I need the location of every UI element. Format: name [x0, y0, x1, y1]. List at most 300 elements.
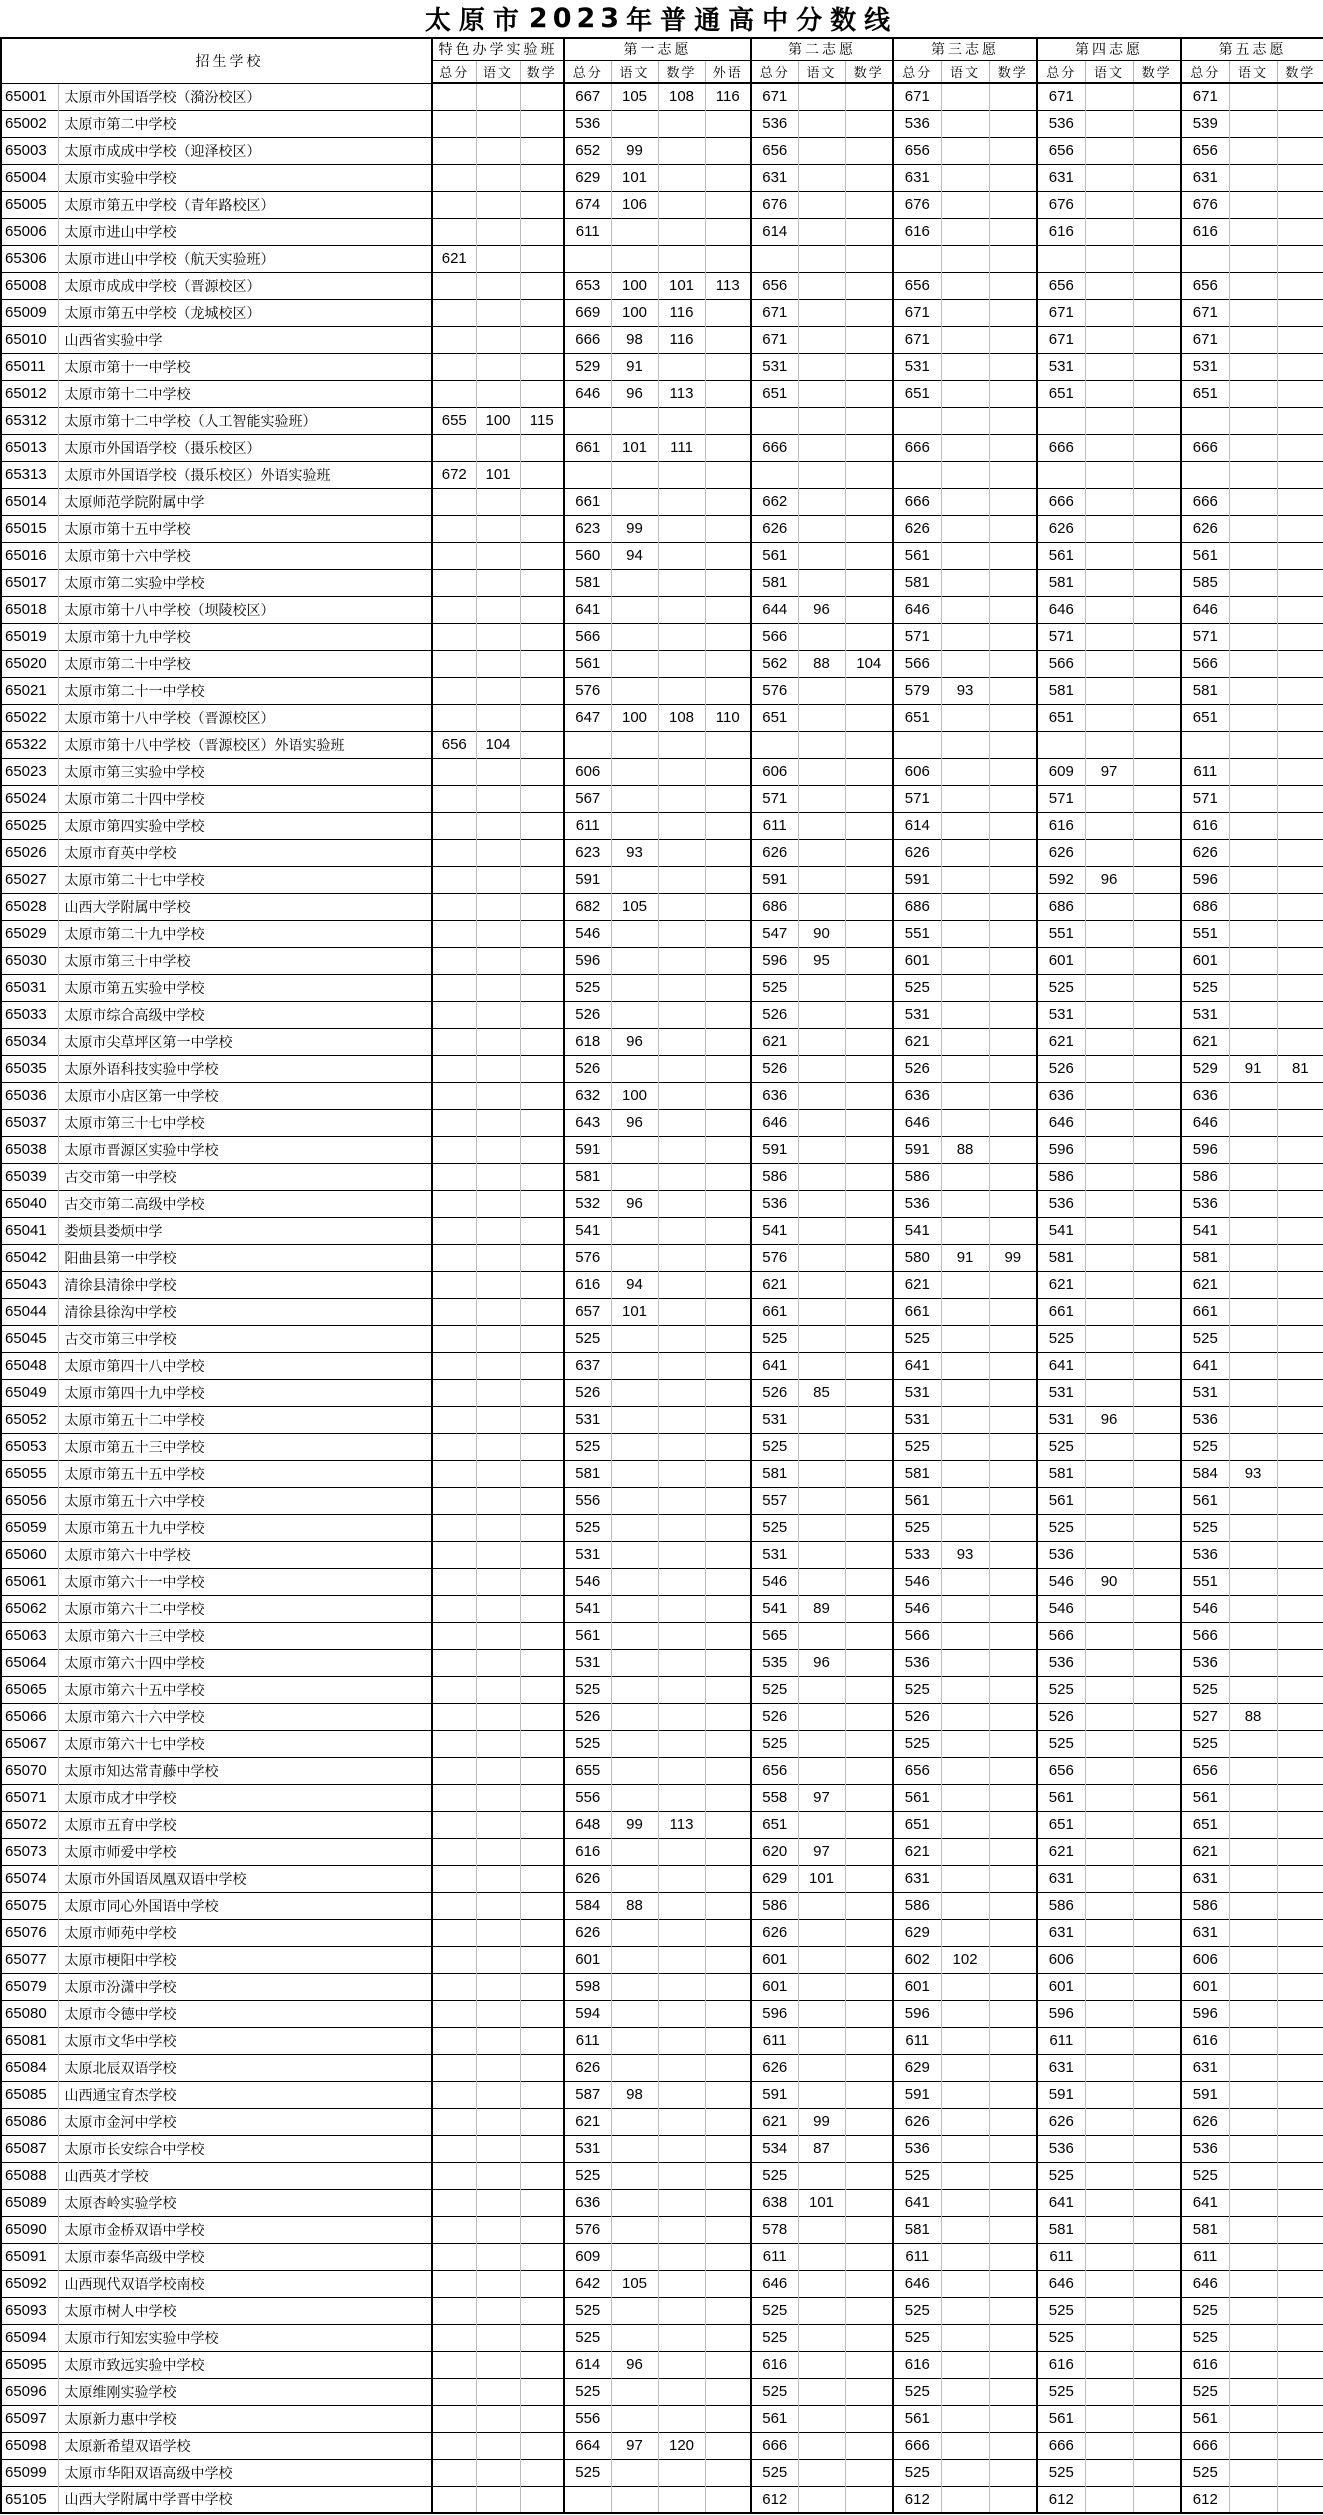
school-name: 太原市第二十四中学校 [58, 785, 432, 812]
score-cell [611, 974, 658, 1001]
score-cell [476, 812, 520, 839]
school-code: 65313 [1, 461, 58, 488]
score-cell [1085, 407, 1133, 434]
score-cell [520, 1001, 564, 1028]
score-cell [989, 1028, 1037, 1055]
score-cell [1085, 164, 1133, 191]
school-code: 65076 [1, 1919, 58, 1946]
score-cell [1133, 2459, 1181, 2486]
score-cell [432, 2432, 476, 2459]
score-cell: 614 [893, 812, 941, 839]
school-code: 65098 [1, 2432, 58, 2459]
score-cell: 561 [1037, 1784, 1085, 1811]
school-name: 山西大学附属中学晋中学校 [58, 2486, 432, 2513]
score-cell [941, 326, 989, 353]
score-cell [432, 2081, 476, 2108]
score-cell [658, 1676, 705, 1703]
score-cell [705, 1163, 751, 1190]
score-cell: 566 [564, 623, 611, 650]
school-name: 太原市令德中学校 [58, 2000, 432, 2027]
score-cell [989, 2297, 1037, 2324]
school-name: 太原市文华中学校 [58, 2027, 432, 2054]
score-cell [1085, 1379, 1133, 1406]
score-cell: 616 [1181, 218, 1229, 245]
score-cell [1229, 1379, 1277, 1406]
score-cell [658, 812, 705, 839]
score-cell [941, 947, 989, 974]
score-cell [1277, 515, 1323, 542]
score-cell [989, 2081, 1037, 2108]
score-cell: 105 [611, 83, 658, 110]
score-cell [798, 488, 845, 515]
school-code: 65018 [1, 596, 58, 623]
score-cell [476, 596, 520, 623]
score-cell [941, 1784, 989, 1811]
score-cell [1133, 1595, 1181, 1622]
score-cell: 525 [564, 974, 611, 1001]
score-cell [476, 1028, 520, 1055]
score-cell: 601 [564, 1946, 611, 1973]
score-cell [989, 1595, 1037, 1622]
score-cell: 561 [893, 1784, 941, 1811]
score-cell: 671 [1037, 83, 1085, 110]
score-cell [476, 1433, 520, 1460]
score-cell: 651 [1181, 380, 1229, 407]
score-cell [1085, 1298, 1133, 1325]
school-code: 65041 [1, 1217, 58, 1244]
score-cell [845, 2243, 893, 2270]
score-cell [432, 2054, 476, 2081]
score-cell [432, 893, 476, 920]
score-cell [611, 2486, 658, 2513]
school-code: 65060 [1, 1541, 58, 1568]
school-name: 太原市进山中学校 [58, 218, 432, 245]
score-cell [1085, 2189, 1133, 2216]
score-cell [705, 758, 751, 785]
score-cell [705, 1622, 751, 1649]
score-cell [520, 1541, 564, 1568]
score-cell [1277, 920, 1323, 947]
score-cell: 531 [564, 1649, 611, 1676]
score-cell [989, 2270, 1037, 2297]
score-cell [1085, 1460, 1133, 1487]
score-cell [845, 1865, 893, 1892]
col-header-math: 数学 [1133, 60, 1181, 83]
score-cell [658, 1163, 705, 1190]
score-cell [520, 1676, 564, 1703]
score-cell [1277, 137, 1323, 164]
score-cell: 546 [893, 1568, 941, 1595]
score-cell [658, 1487, 705, 1514]
score-cell [432, 596, 476, 623]
score-cell [1229, 245, 1277, 272]
score-cell: 596 [1037, 2000, 1085, 2027]
score-cell: 525 [1181, 1514, 1229, 1541]
score-cell [658, 2027, 705, 2054]
score-cell: 618 [564, 1028, 611, 1055]
score-cell [798, 1055, 845, 1082]
school-code: 65092 [1, 2270, 58, 2297]
score-cell [520, 1271, 564, 1298]
score-cell: 99 [611, 1811, 658, 1838]
score-cell [1277, 1136, 1323, 1163]
school-code: 65071 [1, 1784, 58, 1811]
score-cell [1229, 2162, 1277, 2189]
score-cell: 651 [893, 704, 941, 731]
score-cell: 93 [941, 677, 989, 704]
table-row [1, 2027, 1323, 2054]
score-cell: 674 [564, 191, 611, 218]
score-cell: 561 [1037, 1487, 1085, 1514]
score-cell [845, 2378, 893, 2405]
score-cell: 561 [893, 1487, 941, 1514]
score-cell [658, 1190, 705, 1217]
score-cell [989, 1703, 1037, 1730]
score-cell [845, 1271, 893, 1298]
score-cell [845, 1622, 893, 1649]
score-cell [1085, 2054, 1133, 2081]
score-cell [705, 1190, 751, 1217]
score-cell: 525 [1037, 2378, 1085, 2405]
score-cell [845, 2297, 893, 2324]
score-cell [1277, 2459, 1323, 2486]
score-cell [611, 1163, 658, 1190]
score-cell: 629 [893, 2054, 941, 2081]
score-cell: 596 [751, 947, 798, 974]
score-cell [705, 1460, 751, 1487]
score-cell [476, 1352, 520, 1379]
score-cell: 606 [564, 758, 611, 785]
score-cell [751, 407, 798, 434]
school-name: 太原市华阳双语高级中学校 [58, 2459, 432, 2486]
score-cell: 626 [1181, 2108, 1229, 2135]
score-cell [705, 1703, 751, 1730]
table-row [1, 1163, 1323, 1190]
score-cell [476, 866, 520, 893]
score-cell [845, 839, 893, 866]
score-cell [1085, 488, 1133, 515]
score-cell [845, 1433, 893, 1460]
score-cell: 525 [751, 1433, 798, 1460]
score-cell [845, 569, 893, 596]
school-code: 65089 [1, 2189, 58, 2216]
score-cell [989, 2459, 1037, 2486]
score-cell [476, 1676, 520, 1703]
score-cell [611, 245, 658, 272]
col-header-math: 数学 [520, 60, 564, 83]
score-cell [1229, 731, 1277, 758]
score-cell [1133, 704, 1181, 731]
score-cell [705, 1055, 751, 1082]
school-code: 65045 [1, 1325, 58, 1352]
score-cell [989, 1271, 1037, 1298]
score-cell [705, 1244, 751, 1271]
score-cell [1229, 2027, 1277, 2054]
score-cell: 546 [893, 1595, 941, 1622]
score-cell [1277, 1568, 1323, 1595]
score-cell [658, 2297, 705, 2324]
score-cell [845, 2027, 893, 2054]
score-cell [1229, 2270, 1277, 2297]
score-cell [476, 1568, 520, 1595]
score-cell [611, 650, 658, 677]
score-cell [658, 245, 705, 272]
score-cell [1277, 1865, 1323, 1892]
score-cell [432, 218, 476, 245]
score-cell: 666 [893, 2432, 941, 2459]
score-cell [432, 1487, 476, 1514]
score-cell [520, 1406, 564, 1433]
table-row [1, 1757, 1323, 1784]
score-cell [798, 2216, 845, 2243]
school-name: 太原市第二中学校 [58, 110, 432, 137]
score-cell [1133, 920, 1181, 947]
score-cell [1277, 731, 1323, 758]
score-cell [520, 1487, 564, 1514]
score-cell: 621 [1037, 1028, 1085, 1055]
school-name: 太原北辰双语学校 [58, 2054, 432, 2081]
score-cell [1277, 2000, 1323, 2027]
score-cell: 525 [1037, 1676, 1085, 1703]
score-cell [1277, 596, 1323, 623]
score-cell: 646 [1037, 596, 1085, 623]
school-name: 太原市综合高级中学校 [58, 1001, 432, 1028]
score-cell: 611 [1181, 758, 1229, 785]
score-cell [476, 623, 520, 650]
score-cell: 96 [611, 1190, 658, 1217]
score-cell [705, 596, 751, 623]
score-cell: 651 [893, 1811, 941, 1838]
score-cell: 116 [658, 326, 705, 353]
score-cell [1277, 1757, 1323, 1784]
score-cell: 571 [1037, 623, 1085, 650]
score-cell: 525 [1181, 1325, 1229, 1352]
score-cell [798, 326, 845, 353]
score-cell [845, 596, 893, 623]
score-cell: 652 [564, 137, 611, 164]
score-cell [798, 1244, 845, 1271]
score-cell: 525 [564, 2324, 611, 2351]
score-cell: 651 [1037, 1811, 1085, 1838]
score-cell [1085, 2135, 1133, 2162]
score-cell: 525 [893, 2324, 941, 2351]
school-name: 太原市梗阳中学校 [58, 1946, 432, 1973]
score-cell [658, 353, 705, 380]
score-cell [520, 2432, 564, 2459]
score-cell: 571 [1037, 785, 1085, 812]
score-cell: 661 [893, 1298, 941, 1325]
score-cell: 584 [1181, 1460, 1229, 1487]
score-cell [611, 1406, 658, 1433]
school-name: 太原市晋源区实验中学校 [58, 1136, 432, 1163]
score-cell [520, 380, 564, 407]
score-cell [476, 758, 520, 785]
school-code: 65037 [1, 1109, 58, 1136]
score-cell [658, 1082, 705, 1109]
table-row [1, 2108, 1323, 2135]
score-cell: 596 [1181, 866, 1229, 893]
score-cell [1133, 893, 1181, 920]
table-row [1, 785, 1323, 812]
score-cell [1277, 1892, 1323, 1919]
school-column-header: 招生学校 [1, 38, 432, 83]
score-cell [798, 839, 845, 866]
score-cell [476, 1541, 520, 1568]
table-row [1, 137, 1323, 164]
col-header-chinese: 语文 [1085, 60, 1133, 83]
school-name: 太原市第四十八中学校 [58, 1352, 432, 1379]
score-cell: 556 [564, 1784, 611, 1811]
score-cell: 527 [1181, 1703, 1229, 1730]
score-cell [658, 866, 705, 893]
score-cell [611, 812, 658, 839]
score-cell: 686 [751, 893, 798, 920]
score-cell [476, 137, 520, 164]
score-cell [941, 1919, 989, 1946]
score-cell [1133, 1919, 1181, 1946]
school-name: 太原市第二十一中学校 [58, 677, 432, 704]
score-cell [705, 920, 751, 947]
score-cell [845, 1406, 893, 1433]
score-cell [845, 1487, 893, 1514]
score-cell [658, 1595, 705, 1622]
score-cell [989, 974, 1037, 1001]
score-cell [1133, 1109, 1181, 1136]
score-cell: 644 [751, 596, 798, 623]
score-cell: 525 [751, 974, 798, 1001]
table-row [1, 1082, 1323, 1109]
school-code: 65077 [1, 1946, 58, 1973]
score-cell [798, 2081, 845, 2108]
score-cell: 621 [893, 1271, 941, 1298]
score-cell [1085, 2081, 1133, 2108]
score-cell [1277, 785, 1323, 812]
score-cell: 525 [751, 2297, 798, 2324]
school-name: 太原市第五十六中学校 [58, 1487, 432, 1514]
score-cell [1133, 866, 1181, 893]
score-cell [1085, 947, 1133, 974]
score-cell: 648 [564, 1811, 611, 1838]
score-cell [941, 1163, 989, 1190]
score-cell [476, 1649, 520, 1676]
score-cell: 110 [705, 704, 751, 731]
score-cell: 98 [611, 2081, 658, 2108]
score-cell [798, 1109, 845, 1136]
school-name: 太原市长安综合中学校 [58, 2135, 432, 2162]
score-cell [476, 299, 520, 326]
score-cell [989, 2486, 1037, 2513]
score-cell [941, 137, 989, 164]
score-cell: 536 [1037, 1649, 1085, 1676]
score-cell [658, 1352, 705, 1379]
score-cell [941, 1487, 989, 1514]
score-cell [1133, 758, 1181, 785]
score-cell [1085, 2243, 1133, 2270]
score-cell: 611 [564, 218, 611, 245]
score-cell [989, 110, 1037, 137]
school-code: 65042 [1, 1244, 58, 1271]
score-cell [1229, 326, 1277, 353]
score-cell [564, 461, 611, 488]
score-cell [1085, 2108, 1133, 2135]
score-cell [705, 1298, 751, 1325]
score-cell [845, 1379, 893, 1406]
school-name: 太原市第四实验中学校 [58, 812, 432, 839]
score-cell: 104 [845, 650, 893, 677]
score-cell [432, 1352, 476, 1379]
score-cell: 626 [751, 515, 798, 542]
score-cell [476, 1973, 520, 2000]
score-cell [845, 1055, 893, 1082]
score-cell [1229, 785, 1277, 812]
score-cell: 647 [564, 704, 611, 731]
score-cell [941, 1649, 989, 1676]
score-cell [658, 2216, 705, 2243]
score-cell: 651 [1037, 704, 1085, 731]
score-cell [798, 2027, 845, 2054]
score-cell: 525 [751, 2378, 798, 2405]
score-cell [432, 1109, 476, 1136]
score-cell [845, 2486, 893, 2513]
school-code: 65064 [1, 1649, 58, 1676]
score-cell [845, 2054, 893, 2081]
score-cell [845, 1082, 893, 1109]
score-cell [432, 920, 476, 947]
table-row [1, 407, 1323, 434]
score-cell [989, 569, 1037, 596]
score-cell [1133, 1757, 1181, 1784]
header-group-row [1, 38, 1323, 60]
score-cell [1085, 1325, 1133, 1352]
school-code: 65094 [1, 2324, 58, 2351]
score-cell [1181, 461, 1229, 488]
score-cell [432, 758, 476, 785]
score-cell: 581 [564, 1460, 611, 1487]
score-cell: 586 [1037, 1163, 1085, 1190]
score-cell [1277, 407, 1323, 434]
score-cell [705, 1865, 751, 1892]
table-row [1, 569, 1323, 596]
school-code: 65086 [1, 2108, 58, 2135]
score-cell [611, 1865, 658, 1892]
score-cell: 88 [798, 650, 845, 677]
score-cell: 536 [1181, 1649, 1229, 1676]
score-cell [432, 1649, 476, 1676]
score-cell: 671 [1037, 299, 1085, 326]
score-cell [705, 2027, 751, 2054]
score-cell [705, 353, 751, 380]
score-cell: 100 [611, 704, 658, 731]
score-cell [611, 488, 658, 515]
table-row [1, 2459, 1323, 2486]
score-cell: 631 [893, 1865, 941, 1892]
score-cell: 557 [751, 1487, 798, 1514]
score-cell [1133, 1136, 1181, 1163]
score-cell: 536 [1037, 1541, 1085, 1568]
score-cell [432, 2324, 476, 2351]
score-cell [658, 2459, 705, 2486]
score-cell [1229, 704, 1277, 731]
school-code: 65001 [1, 83, 58, 110]
score-cell [476, 1136, 520, 1163]
score-cell: 531 [751, 353, 798, 380]
score-cell: 89 [798, 1595, 845, 1622]
score-cell [658, 1919, 705, 1946]
score-cell: 525 [751, 1730, 798, 1757]
score-cell [658, 164, 705, 191]
score-cell [611, 1514, 658, 1541]
score-cell [1277, 2216, 1323, 2243]
